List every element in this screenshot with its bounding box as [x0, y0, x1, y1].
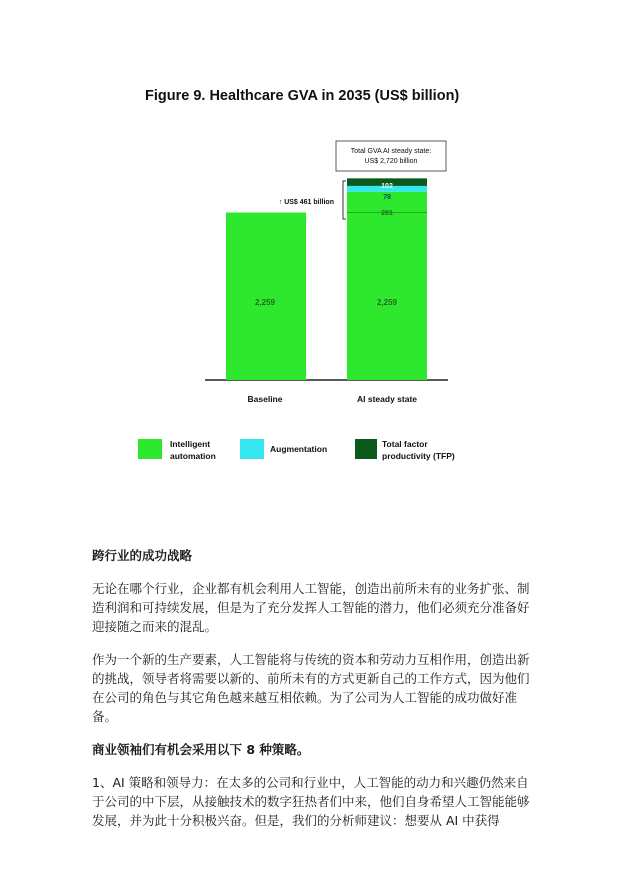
paragraph-1: 无论在哪个行业，企业都有机会利用人工智能，创造出前所未有的业务扩张、制造利润和可持续发展，但是为了充分发挥人工智能的潜力，他们必须充分准备好迎接随之而来的混乱。	[92, 581, 530, 634]
legend-label-augmentation: Augmentation	[270, 444, 328, 454]
legend-label-tfp-1: Total factor	[382, 439, 428, 449]
bar-label-ai-base: 2,259	[376, 298, 398, 307]
body-text	[92, 546, 532, 830]
legend-swatch-augmentation	[240, 439, 264, 459]
bar-label-baseline: 2,259	[254, 298, 276, 307]
bar-label-augmentation: 78	[383, 194, 391, 201]
chart-title: Figure 9. Healthcare GVA in 2035 (US$ billion)	[145, 88, 460, 104]
uplift-bracket	[343, 181, 346, 219]
paragraph-3: 1、AI 策略和领导力：在太多的公司和行业中，人工智能的动力和兴趣仍然来自于公司的中下层，从接触技术的数字狂热者们中来，他们自身希望人工智能能够发展，并为此十分积极兴奋。但是，我们的分析师建议：想要从 AI 中获得	[92, 775, 530, 828]
legend-label-ia-1: Intelligent	[170, 439, 211, 449]
bar-label-tfp: 102	[381, 183, 393, 190]
legend-swatch-intelligent-automation	[138, 439, 162, 459]
legend-label-ia-2: automation	[170, 451, 216, 461]
uplift-annotation: ↑ US$ 461 billion	[278, 199, 334, 206]
strategy-heading: 商业领袖们有机会采用以下 8 种策略。	[92, 742, 310, 757]
legend-swatch-tfp	[355, 439, 377, 459]
total-callout-line2: US$ 2,720 billion	[364, 158, 418, 165]
section-heading: 跨行业的成功战略	[92, 548, 193, 563]
total-callout-line1: Total GVA AI steady state:	[350, 148, 432, 155]
category-label-ai: AI steady state	[357, 394, 417, 404]
total-callout-box	[336, 141, 446, 171]
bar-ai-base	[347, 213, 427, 380]
bar-label-ia-uplift: 281	[381, 210, 393, 217]
paragraph-2: 作为一个新的生产要素，人工智能将与传统的资本和劳动力互相作用，创造出新的挑战，领导者将需要以新的、前所未有的方式更新自己的工作方式，因为他们在公司的角色与其它角色越来越互相依赖。为了公司为人工智能的成功做好准备。	[92, 652, 530, 724]
legend-label-tfp-2: productivity (TFP)	[382, 451, 455, 461]
bar-baseline	[226, 213, 306, 380]
chart-legend	[138, 439, 455, 461]
category-label-baseline: Baseline	[247, 394, 283, 404]
